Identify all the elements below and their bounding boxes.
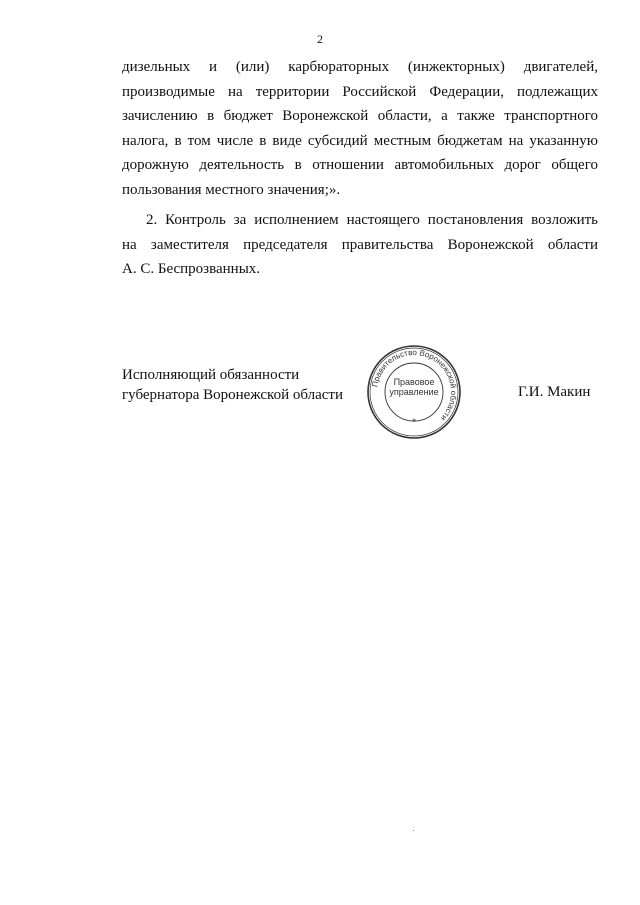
text-line: дизельных и (или) карбюраторных (инжекторных) двигателей, <box>122 59 598 75</box>
stamp-ring-text: Правительство Воронежской области <box>370 347 459 423</box>
stamp-center-line: управление <box>389 387 439 397</box>
text-line: налога, в том числе в виде субсидий местным бюджетам на указанную <box>122 132 598 149</box>
text-line: на заместителя председателя правительства Воронежской области <box>122 236 598 253</box>
signatory-position <box>122 365 343 405</box>
paragraph-1 <box>122 55 598 203</box>
text-line: А. С. Беспрозванных. <box>122 261 261 278</box>
official-stamp <box>366 344 462 440</box>
text-line: дорожную деятельность в отношении автомобильных дорог общего <box>122 157 598 174</box>
position-line: Исполняющий обязанности <box>122 367 300 383</box>
text-line: зачислению в бюджет Воронежской области, а также транспортного <box>122 108 598 125</box>
text-line: производимые на территории Российской Федерации, подлежащих <box>122 83 598 100</box>
signatory-name: Г.И. Макин <box>518 384 591 400</box>
scan-speck <box>413 830 414 831</box>
paragraph-2 <box>122 208 598 282</box>
text-line: пользования местного значения;». <box>122 181 341 198</box>
position-line: губернатора Воронежской области <box>122 387 343 403</box>
stamp-center-line: Правовое <box>393 377 435 387</box>
stamp-center-text <box>366 377 462 397</box>
page-number: 2 <box>317 32 323 46</box>
text-line: 2. Контроль за исполнением настоящего постановления возложить <box>146 212 598 228</box>
stamp-star: * <box>411 417 417 427</box>
